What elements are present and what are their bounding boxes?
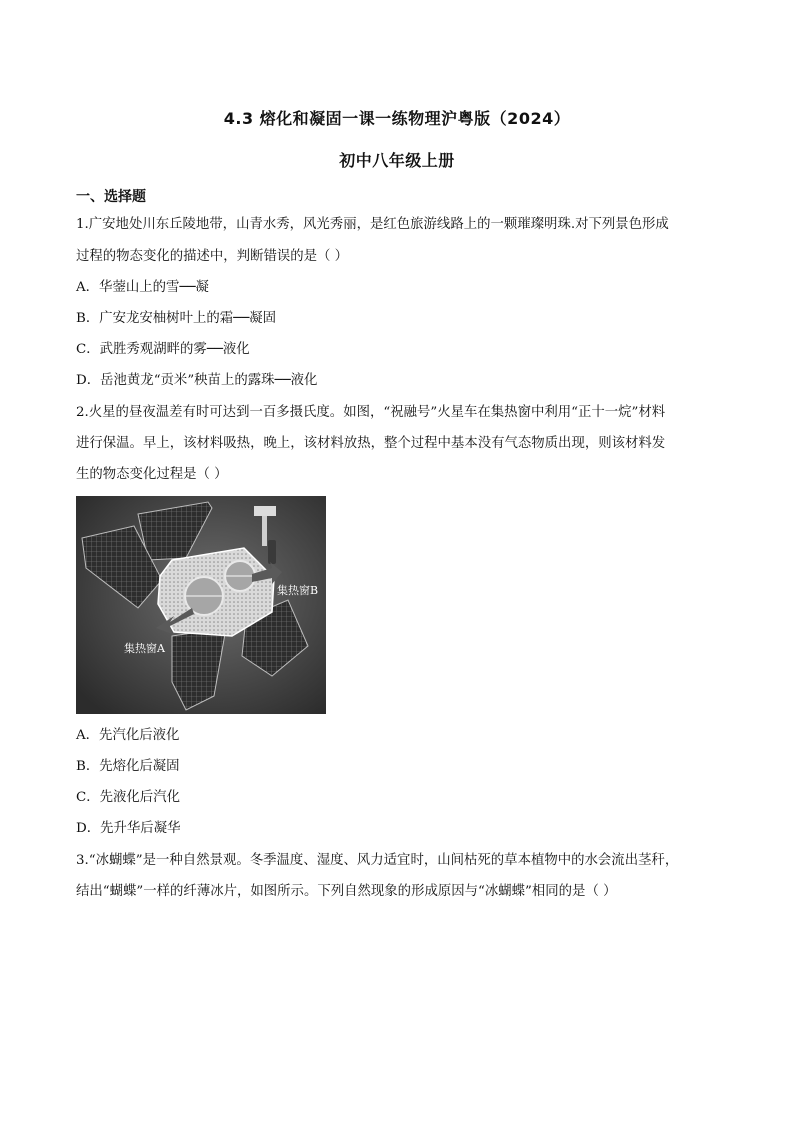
question-1-option-d: D．岳池黄龙“贡米”秧苗上的露珠──液化 xyxy=(76,373,318,388)
question-3-text-line-2: 结出“蝴蝶”一样的纤薄冰片，如图所示。下列自然现象的形成原因与“冰蝴蝶”相同的是（ ） xyxy=(76,884,617,899)
page-title: 4.3 熔化和凝固一课一练物理沪粤版（2024） xyxy=(223,109,571,128)
heat-window-b-label: 集热窗B xyxy=(277,584,319,597)
question-2-option-a: A．先汽化后液化 xyxy=(76,728,180,743)
question-1-text-line-1: 1.广安地处川东丘陵地带，山青水秀，风光秀丽，是红色旅游线路上的一颗璀璨明珠.对下列景色形成 xyxy=(76,217,669,232)
question-1-option-b: B．广安龙安柚树叶上的霜──凝固 xyxy=(76,311,277,326)
mars-rover-heat-window-figure xyxy=(76,496,326,714)
question-2-option-d: D．先升华后凝华 xyxy=(76,821,181,836)
rover-illustration xyxy=(76,496,326,714)
question-2-option-c: C．先液化后汽化 xyxy=(76,790,180,805)
question-2-text-line-1: 2.火星的昼夜温差有时可达到一百多摄氏度。如图，“祝融号”火星车在集热窗中利用“正十一烷”材料 xyxy=(76,405,666,420)
question-2-option-b: B．先熔化后凝固 xyxy=(76,759,180,774)
question-2-text-line-3: 生的物态变化过程是（ ） xyxy=(76,467,228,482)
question-1-option-a: A．华蓥山上的雪──凝 xyxy=(76,280,209,295)
heat-window-a-label: 集热窗A xyxy=(124,642,165,655)
question-2-text-line-2: 进行保温。早上，该材料吸热，晚上，该材料放热，整个过程中基本没有气态物质出现，则该材料发 xyxy=(76,436,666,451)
page-subtitle: 初中八年级上册 xyxy=(339,151,455,170)
question-1-option-c: C．武胜秀观湖畔的雾──液化 xyxy=(76,342,250,357)
question-1-text-line-2: 过程的物态变化的描述中，判断错误的是（ ） xyxy=(76,249,349,264)
section-heading: 一、选择题 xyxy=(76,189,146,205)
question-3-text-line-1: 3.“冰蝴蝶”是一种自然景观。冬季温度、湿度、风力适宜时，山间枯死的草本植物中的水会流出茎秆， xyxy=(76,853,679,868)
